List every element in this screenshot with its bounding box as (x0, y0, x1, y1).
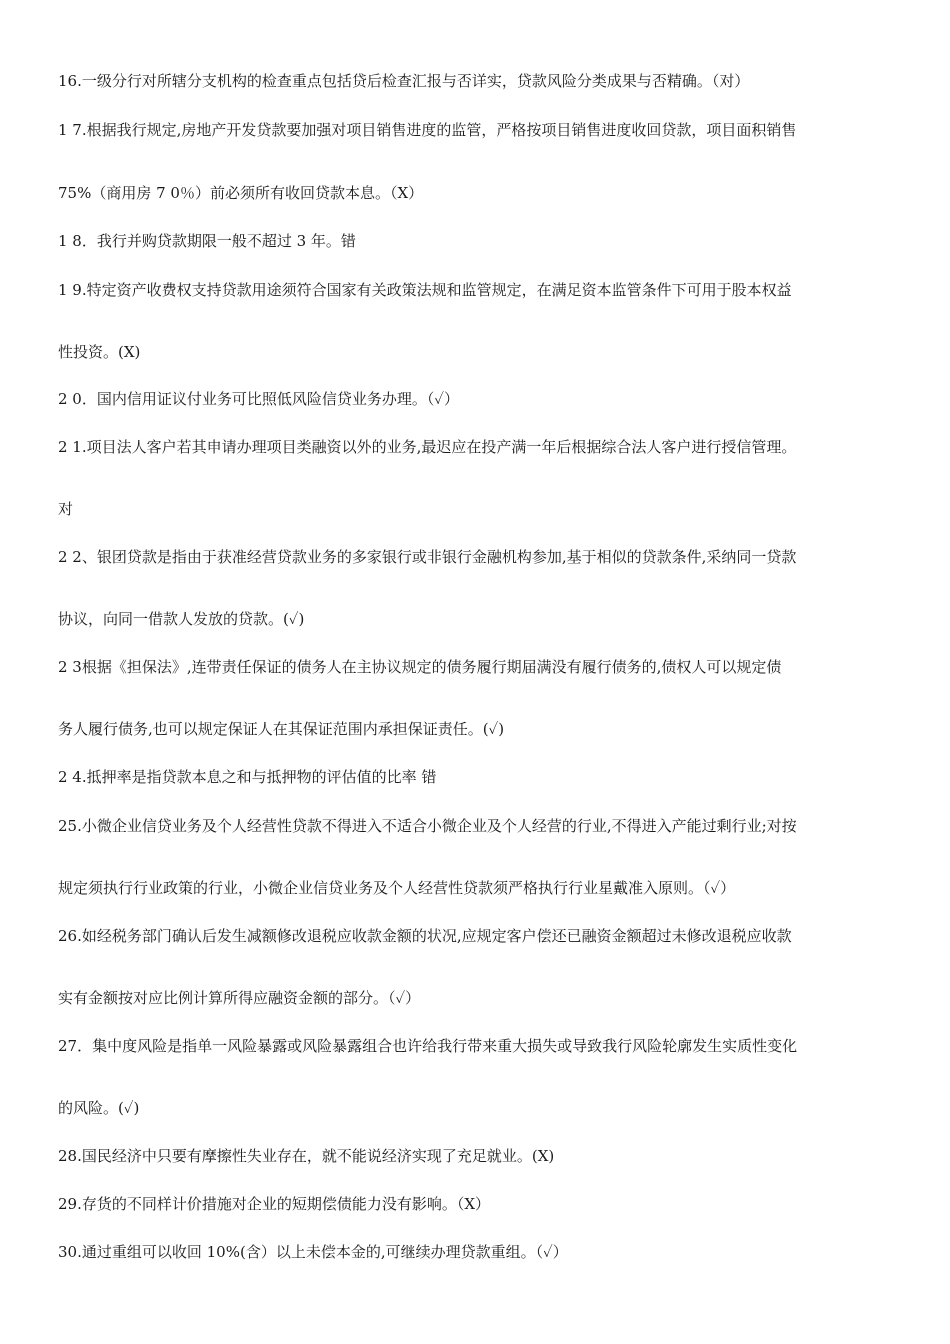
question-21-line-2: 对 (58, 500, 74, 518)
question-23-line-1: 2 3根据《担保法》,连带责任保证的债务人在主协议规定的债务履行期届满没有履行债务的,债权人可以规定债 (58, 658, 782, 676)
question-29-line: 29.存货的不同样计价措施对企业的短期偿债能力没有影响。（X） (58, 1195, 491, 1213)
question-25-line-1: 25.小微企业信贷业务及个人经营性贷款不得进入不适合小微企业及个人经营的行业,不得进入产能过剩行业;对按 (58, 817, 797, 835)
question-17-line-1: 1 7.根据我行规定,房地产开发贷款要加强对项目销售进度的监管，严格按项目销售进度收回贷款，项目面积销售 (58, 121, 797, 139)
question-21-line-1: 2 1.项目法人客户若其申请办理项目类融资以外的业务,最迟应在投产满一年后根据综合法人客户进行授信管理。 (58, 438, 797, 456)
question-16-line: 16.一级分行对所辖分支机构的检查重点包括贷后检查汇报与否详实，贷款风险分类成果与否精确。（对） (58, 72, 750, 90)
question-19-line-2: 性投资。(X) (58, 343, 141, 361)
question-28-line: 28.国民经济中只要有摩擦性失业存在，就不能说经济实现了充足就业。(X) (58, 1147, 555, 1165)
question-27-line-2: 的风险。(✓) (58, 1099, 140, 1117)
question-19-line-1: 1 9.特定资产收费权支持贷款用途须符合国家有关政策法规和监管规定，在满足资本监管条件下可用于股本权益 (58, 281, 792, 299)
question-27-line-1: 27．集中度风险是指单一风险暴露或风险暴露组合也许给我行带来重大损失或导致我行风险轮廓发生实质性变化 (58, 1037, 798, 1055)
question-23-line-2: 务人履行债务,也可以规定保证人在其保证范围内承担保证责任。(✓) (58, 720, 505, 738)
question-17-line-2: 75%（商用房 7 0％）前必须所有收回贷款本息。（X） (58, 184, 424, 202)
question-18-line: 1 8．我行并购贷款期限一般不超过 3 年。错 (58, 232, 356, 250)
question-26-line-2: 实有金额按对应比例计算所得应融资金额的部分。（✓） (58, 989, 421, 1007)
question-22-line-1: 2 2、银团贷款是指由于获准经营贷款业务的多家银行或非银行金融机构参加,基于相似的贷款条件,采纳同一贷款 (58, 548, 797, 566)
question-25-line-2: 规定须执行行业政策的行业，小微企业信贷业务及个人经营性贷款须严格执行行业星戴准入原则。（✓） (58, 879, 736, 897)
question-26-line-1: 26.如经税务部门确认后发生减额修改退税应收款金额的状况,应规定客户偿还已融资金额超过未修改退税应收款 (58, 927, 792, 945)
question-22-line-2: 协议，向同一借款人发放的贷款。(✓) (58, 610, 305, 628)
question-24-line: 2 4.抵押率是指贷款本息之和与抵押物的评估值的比率 错 (58, 768, 437, 786)
question-20-line: 2 0．国内信用证议付业务可比照低风险信贷业务办理。（✓） (58, 390, 460, 408)
question-30-line: 30.通过重组可以收回 10%(含）以上未偿本金的,可继续办理贷款重组。（✓） (58, 1243, 568, 1261)
